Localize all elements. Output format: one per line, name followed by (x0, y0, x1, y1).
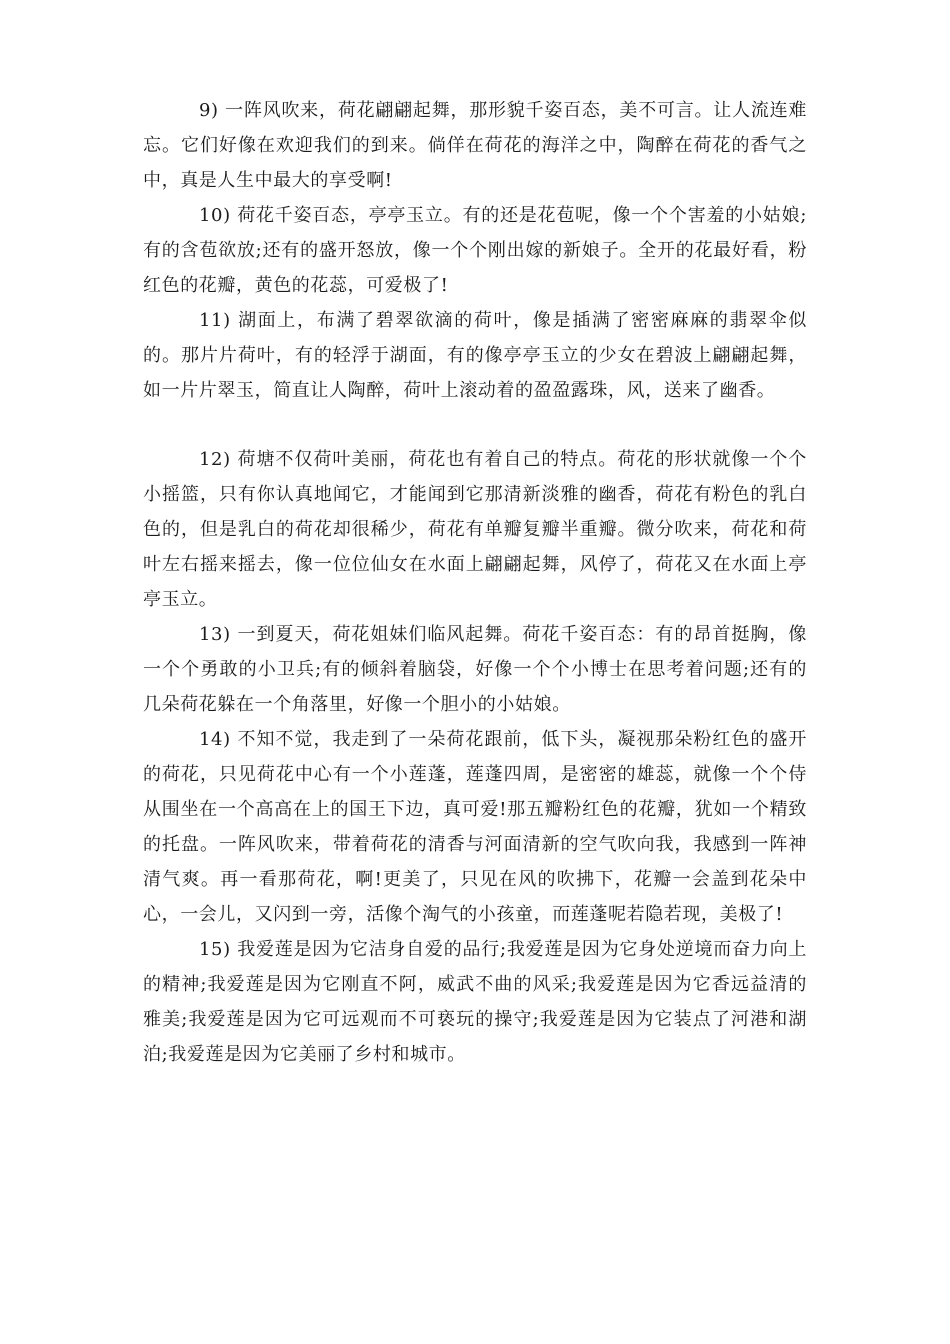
paragraph-9: 9) 一阵风吹来，荷花翩翩起舞，那形貌千姿百态，美不可言。让人流连难忘。它们好像在欢迎我们的到来。倘佯在荷花的海洋之中，陶醉在荷花的香气之中，真是人生中最大的享受啊! (143, 100, 807, 191)
paragraph-14: 14) 不知不觉，我走到了一朵荷花跟前，低下头，凝视那朵粉红色的盛开的荷花，只见荷花中心有一个小莲蓬，莲蓬四周，是密密的雄蕊，就像一个个侍从围坐在一个高高在上的国王下边，真可爱!那五瓣粉红色的花瓣，犹如一个精致的托盘。一阵风吹来，带着荷花的清香与河面清新的空气吹向我，我感到一阵神清气爽。再一看那荷花，啊!更美了，只见在风的吹拂下，花瓣一会盖到花朵中心，一会儿，又闪到一旁，活像个淘气的小孩童，而莲蓬呢若隐若现，美极了! (143, 729, 807, 925)
paragraph-13: 13) 一到夏天，荷花姐妹们临风起舞。荷花千姿百态：有的昂首挺胸，像一个个勇敢的小卫兵;有的倾斜着脑袋，好像一个个小博士在思考着问题;还有的几朵荷花躲在一个角落里，好像一个胆小的小姑娘。 (143, 624, 807, 715)
document-body (143, 93, 807, 1072)
paragraph-15: 15) 我爱莲是因为它洁身自爱的品行;我爱莲是因为它身处逆境而奋力向上的精神;我爱莲是因为它刚直不阿，威武不曲的风采;我爱莲是因为它香远益清的雅美;我爱莲是因为它可远观而不可亵玩的操守;我爱莲是因为它装点了河港和湖泊;我爱莲是因为它美丽了乡村和城市。 (143, 939, 807, 1065)
paragraph-10: 10) 荷花千姿百态，亭亭玉立。有的还是花苞呢，像一个个害羞的小姑娘;有的含苞欲放;还有的盛开怒放，像一个个刚出嫁的新娘子。全开的花最好看，粉红色的花瓣，黄色的花蕊，可爱极了! (143, 205, 807, 296)
paragraph-12: 12) 荷塘不仅荷叶美丽，荷花也有着自己的特点。荷花的形状就像一个个小摇篮，只有你认真地闻它，才能闻到它那清新淡雅的幽香，荷花有粉色的乳白色的，但是乳白的荷花却很稀少，荷花有单瓣复瓣半重瓣。微分吹来，荷花和荷叶左右摇来摇去，像一位位仙女在水面上翩翩起舞，风停了，荷花又在水面上亭亭玉立。 (143, 449, 807, 610)
paragraph-11: 11) 湖面上，布满了碧翠欲滴的荷叶，像是插满了密密麻麻的翡翠伞似的。那片片荷叶，有的轻浮于湖面，有的像亭亭玉立的少女在碧波上翩翩起舞，如一片片翠玉，简直让人陶醉，荷叶上滚动着的盈盈露珠，风，送来了幽香。 (143, 310, 807, 401)
